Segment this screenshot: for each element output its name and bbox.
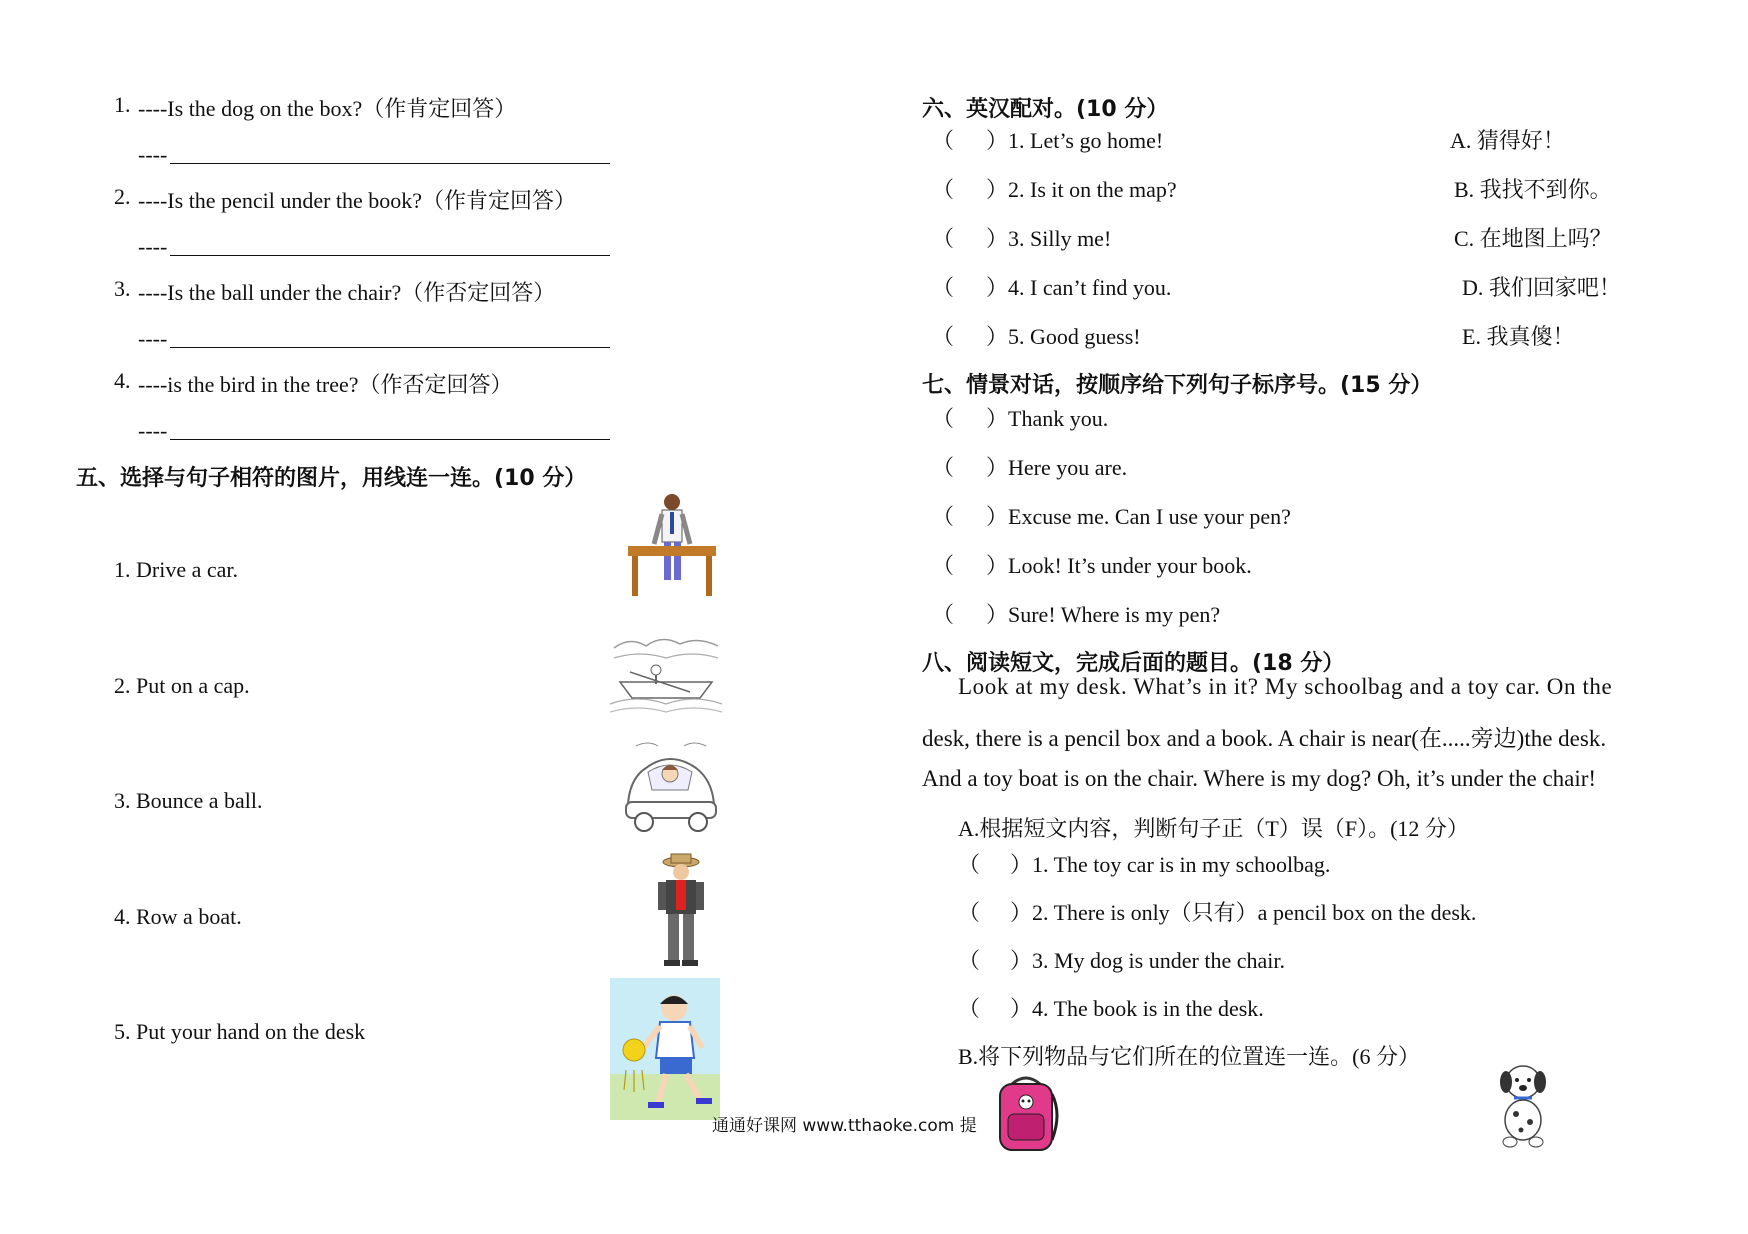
section7-item-2-blank[interactable]: （ [932,455,955,480]
section7-item-5: ）Sure! Where is my pen? [986,602,1221,627]
section5-heading: 五、选择与句子相符的图片，用线连一连。(10 分） [76,466,587,491]
section8-a-item-2-blank[interactable]: （ [958,900,981,925]
section5-item-1: 1. Drive a car. [114,557,238,582]
q4-3-answer-prefix: ---- [138,326,168,351]
footer-watermark: 通通好课网 www.tthaoke.com 提 [712,1116,977,1136]
q4-1-number: 1. [114,92,131,117]
q4-1-answer-prefix: ---- [138,142,168,167]
section7-heading: 七、情景对话，按顺序给下列句子标序号。(15 分） [922,373,1433,398]
section6-option-c: C. 在地图上吗？ [1454,226,1612,251]
picture-row-boat[interactable] [610,632,722,714]
section8-a-item-2: ）2. There is only（只有）a pencil box on the desk. [1010,900,1477,925]
q4-4-answer-line[interactable] [170,439,610,440]
section8-a-item-3-blank[interactable]: （ [958,948,981,973]
section8-a-item-4-blank[interactable]: （ [958,996,981,1021]
section7-item-1: ）Thank you. [986,406,1109,431]
q4-3-answer-line[interactable] [170,347,610,348]
section7-item-1-blank[interactable]: （ [932,406,955,431]
section5-item-4: 4. Row a boat. [114,904,242,929]
section6-item-1-blank[interactable]: （ [932,128,955,153]
section6-option-d: D. 我们回家吧！ [1462,275,1621,300]
picture-put-on-cap[interactable] [650,852,712,970]
section8-part-b-heading: B.将下列物品与它们所在的位置连一连。(6 分） [958,1044,1421,1069]
section6-item-1: ）1. Let’s go home! [986,128,1164,153]
picture-schoolbag[interactable] [990,1074,1062,1156]
section6-item-3-blank[interactable]: （ [932,226,955,251]
section5-item-2: 2. Put on a cap. [114,673,250,698]
q4-4-question: ----is the bird in the tree?（作否定回答） [138,372,513,397]
section8-part-a-heading: A.根据短文内容，判断句子正（T）误（F）。(12 分） [958,816,1469,841]
section6-heading: 六、英汉配对。(10 分） [922,97,1169,122]
section6-item-2: ）2. Is it on the map? [986,177,1177,202]
section7-item-3: ）Excuse me. Can I use your pen? [986,504,1291,529]
picture-dog[interactable] [1488,1060,1558,1150]
section6-option-a: A. 猜得好！ [1450,128,1565,153]
section7-item-5-blank[interactable]: （ [932,602,955,627]
section6-item-2-blank[interactable]: （ [932,177,955,202]
q4-3-question: ----Is the ball under the chair?（作否定回答） [138,280,556,305]
passage-line-3: And a toy boat is on the chair. Where is my dog? Oh, it’s under the chair! [922,766,1597,791]
section7-item-4-blank[interactable]: （ [932,553,955,578]
section6-item-5: ）5. Good guess! [986,324,1141,349]
section8-a-item-4: ）4. The book is in the desk. [1010,996,1264,1021]
section8-a-item-1-blank[interactable]: （ [958,852,981,877]
section6-item-4-blank[interactable]: （ [932,275,955,300]
q4-2-answer-prefix: ---- [138,234,168,259]
section6-item-4: ）4. I can’t find you. [986,275,1172,300]
q4-1-question: ----Is the dog on the box?（作肯定回答） [138,96,517,121]
q4-2-answer-line[interactable] [170,255,610,256]
section8-a-item-3: ）3. My dog is under the chair. [1010,948,1285,973]
q4-2-number: 2. [114,184,131,209]
section7-item-4: ）Look! It’s under your book. [986,553,1252,578]
section6-option-e: E. 我真傻！ [1462,324,1575,349]
q4-1-answer-line[interactable] [170,163,610,164]
q4-2-question: ----Is the pencil under the book?（作肯定回答） [138,188,577,213]
q4-4-number: 4. [114,368,131,393]
section6-option-b: B. 我找不到你。 [1454,177,1612,202]
section6-item-5-blank[interactable]: （ [932,324,955,349]
section5-item-5: 5. Put your hand on the desk [114,1019,366,1044]
picture-drive-car[interactable] [618,738,722,838]
passage-line-2: desk, there is a pencil box and a book. A chair is near(在.....旁边)the desk. [922,726,1607,751]
picture-bounce-ball[interactable] [610,978,720,1120]
section8-heading: 八、阅读短文，完成后面的题目。(18 分） [922,651,1345,676]
section8-a-item-1: ）1. The toy car is in my schoolbag. [1010,852,1331,877]
section6-item-3: ）3. Silly me! [986,226,1112,251]
section5-item-3: 3. Bounce a ball. [114,788,263,813]
picture-hand-on-desk[interactable] [624,490,720,600]
passage-line-1: Look at my desk. What’s in it? My schoolbag and a toy car. On the [958,674,1613,699]
q4-4-answer-prefix: ---- [138,418,168,443]
section7-item-3-blank[interactable]: （ [932,504,955,529]
section7-item-2: ）Here you are. [986,455,1128,480]
q4-3-number: 3. [114,276,131,301]
